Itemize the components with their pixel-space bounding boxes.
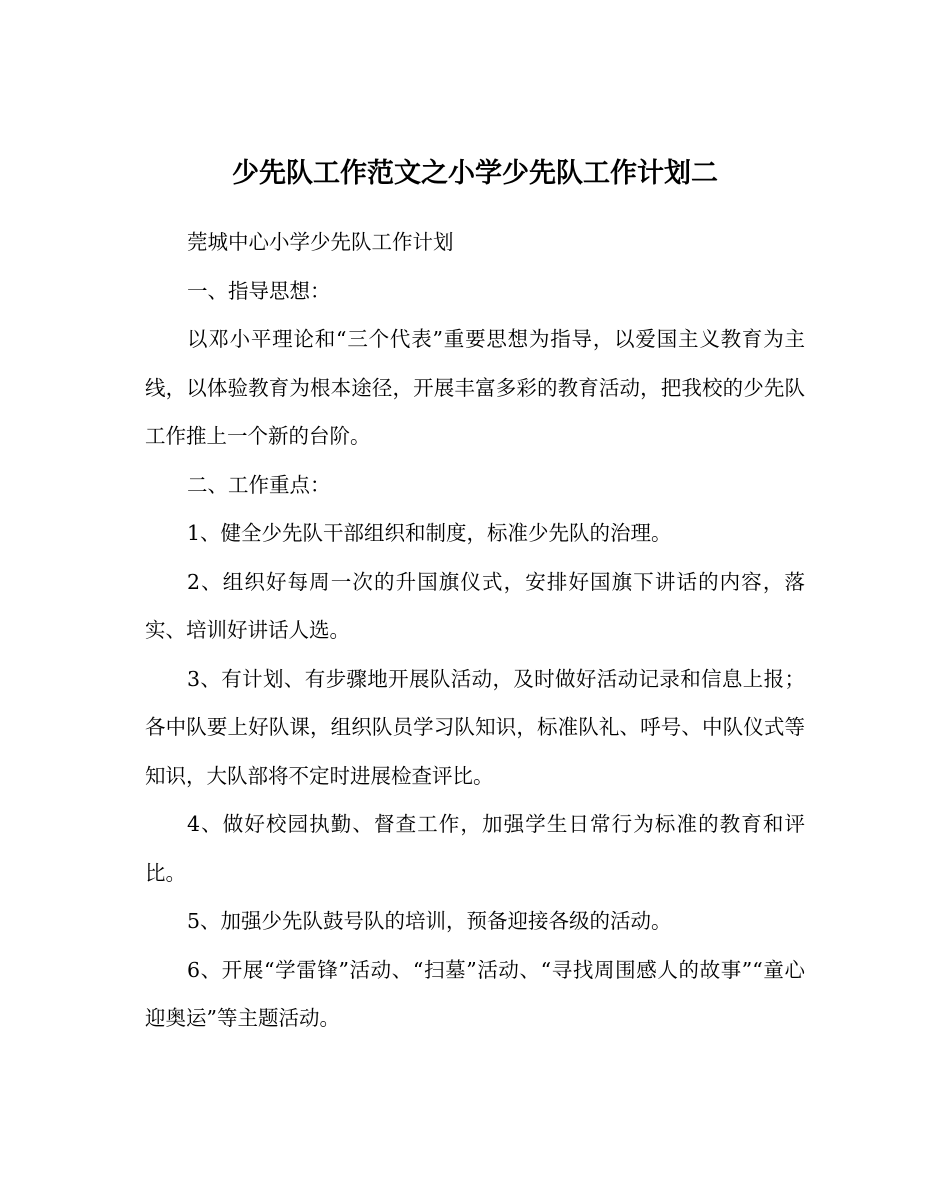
paragraph-item-4: 4、做好校园执勤、督查工作，加强学生日常行为标准的教育和评比。	[145, 812, 805, 885]
paragraph-item-1: 1、健全少先队干部组织和制度，标准少先队的治理。	[187, 521, 672, 545]
paragraph-school-plan-heading: 莞城中心小学少先队工作计划	[187, 230, 454, 254]
paragraph-item-3: 3、有计划、有步骤地开展队活动，及时做好活动记录和信息上报；各中队要上好队课，组织队员学习队知识，标准队礼、呼号、中队仪式等知识，大队部将不定时进展检查评比。	[145, 666, 805, 788]
paragraph-section-guiding-thought: 一、指导思想：	[187, 278, 331, 303]
paragraph-item-6: 6、开展“学雷锋”活动、“扫墓”活动、“寻找周围感人的故事”“童心迎奥运”等主题活动。	[145, 957, 805, 1030]
paragraph-section-key-work: 二、工作重点：	[187, 472, 331, 497]
document-body	[145, 218, 805, 1043]
paragraph-guiding-thought-text: 以邓小平理论和“三个代表”重要思想为指导，以爱国主义教育为主线，以体验教育为根本途径，开展丰富多彩的教育活动，把我校的少先队工作推上一个新的台阶。	[145, 327, 805, 448]
paragraph-item-5: 5、加强少先队鼓号队的培训，预备迎接各级的活动。	[187, 909, 672, 933]
document-title: 少先队工作范文之小学少先队工作计划二	[232, 158, 718, 190]
paragraph-item-2: 2、组织好每周一次的升国旗仪式，安排好国旗下讲话的内容，落实、培训好讲话人选。	[145, 569, 805, 642]
